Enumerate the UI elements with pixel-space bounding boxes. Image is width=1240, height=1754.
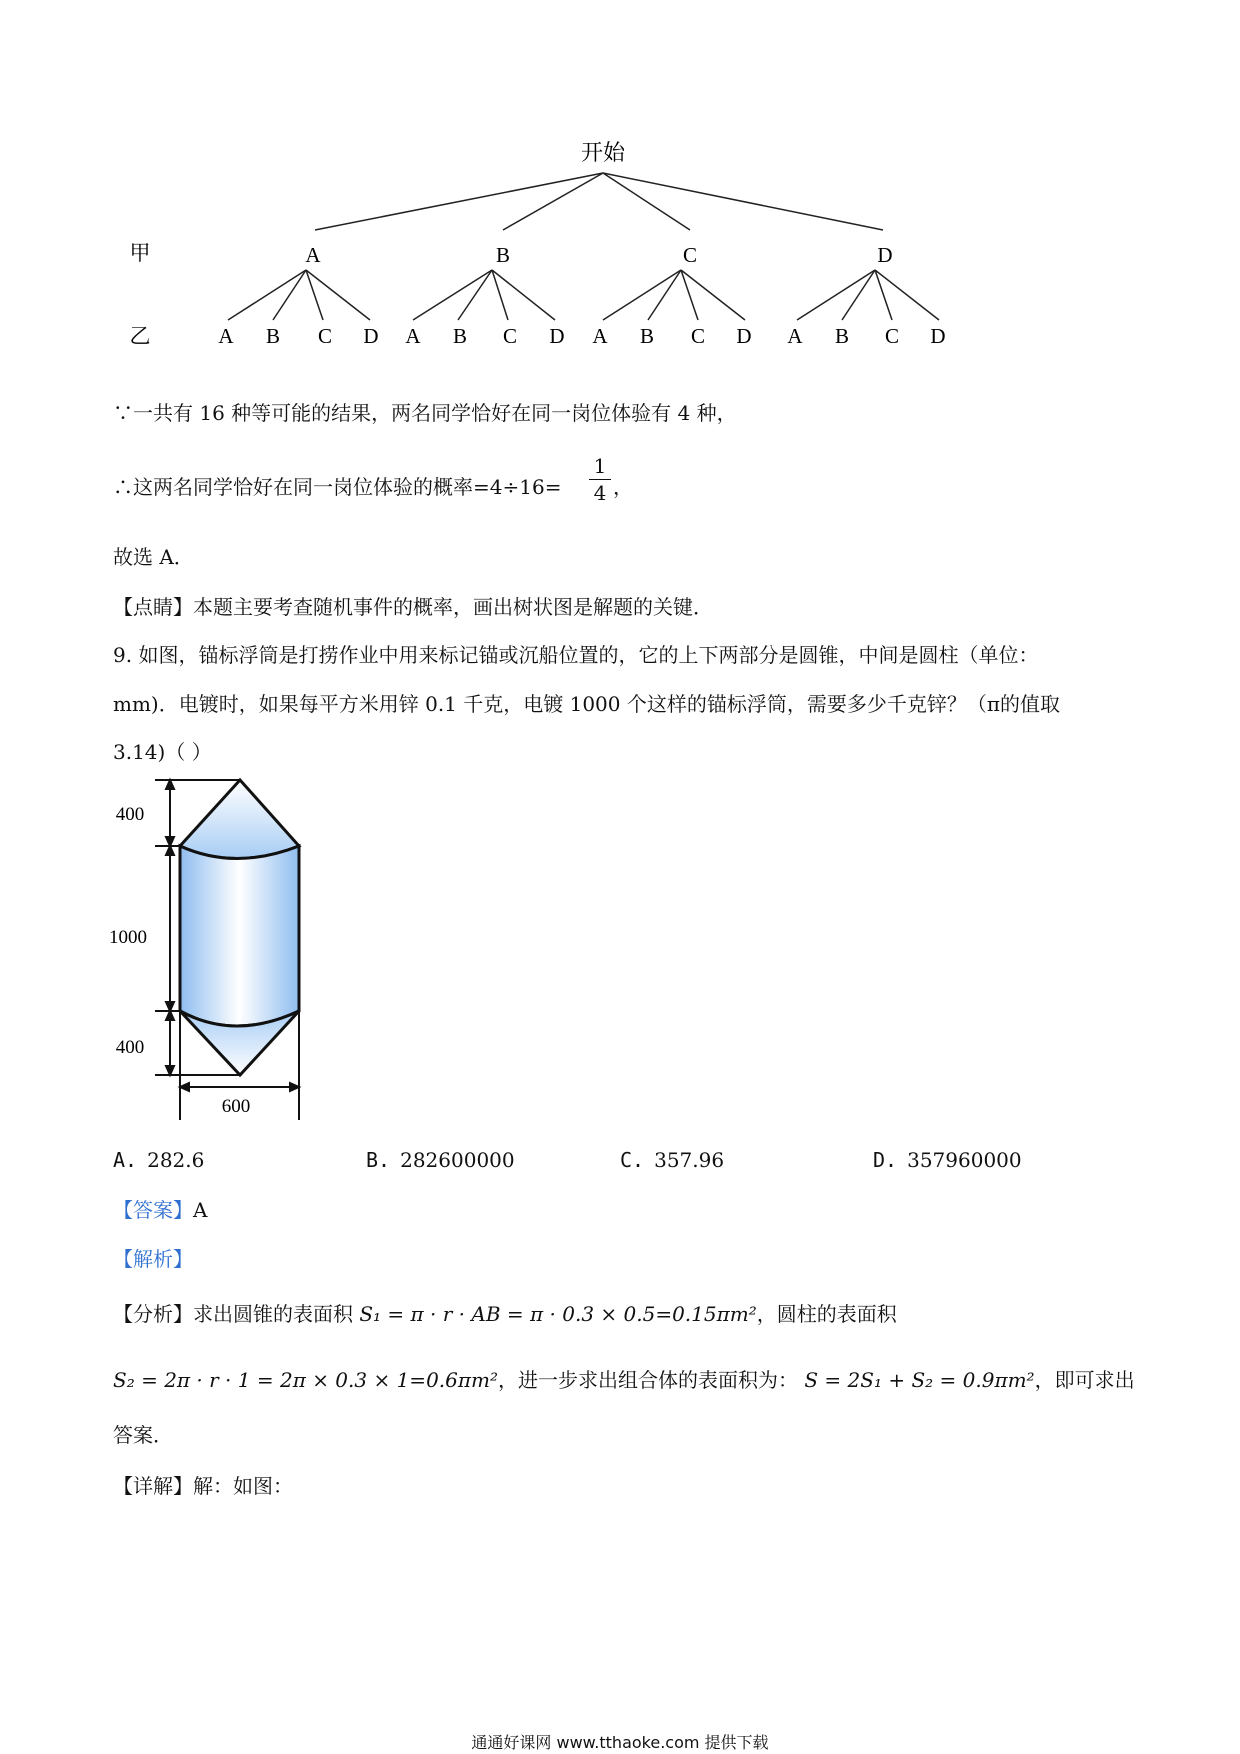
tree-diagram (0, 0, 1240, 360)
tree-level2-leaf: C (317, 324, 333, 348)
tree-level1-node: B (495, 243, 511, 267)
fenxi-line-1: 【分析】求出圆锥的表面积 S₁ = π · r · AB = π · 0.3 × 0.5=0.15πm²，圆柱的表面积 (113, 1302, 897, 1326)
tree-level2-leaf: C (884, 324, 900, 348)
detail-label: 【详解】 (113, 1474, 193, 1498)
tip-label: 【点睛】 (113, 595, 193, 619)
answer-label: 【答案】 (113, 1198, 193, 1222)
option-d: D. 357960000 (873, 1148, 1022, 1172)
tree-level2-leaf: A (592, 324, 608, 348)
question-line-2: mm)．电镀时，如果每平方米用锌 0.1 千克，电镀 1000 个这样的锚标浮筒，需要多少千克锌？（π的值取 (113, 692, 1061, 716)
page-footer: 通通好课网 www.tthaoke.com 提供下载 (471, 1733, 769, 1752)
fenxi-line-2: S₂ = 2π · r · 1 = 2π × 0.3 × 1=0.6πm²，进一步求出组合体的表面积为： S = 2S₁ + S₂ = 0.9πm²，即可求出 (113, 1368, 1135, 1392)
answer-line (113, 1198, 207, 1222)
tree-level2-leaf: C (502, 324, 518, 348)
choose-line: 故选 A． (113, 545, 194, 569)
tree-level2-leaf: C (690, 324, 706, 348)
tip-line (113, 595, 713, 619)
fenxi-line-3: 答案． (113, 1423, 173, 1447)
analysis-label: 【解析】 (113, 1247, 193, 1271)
tree-level2-leaf: B (452, 324, 468, 348)
fraction-denominator: 4 (593, 481, 607, 505)
tree-level2-leaf: A (787, 324, 803, 348)
option-b: B. 282600000 (366, 1148, 515, 1172)
dim-top-cone-height: 400 (115, 804, 145, 825)
cylinder (180, 846, 299, 1026)
level1-label: 甲 (129, 241, 151, 265)
top-cone (180, 780, 299, 859)
tip-text: 本题主要考查随机事件的概率，画出树状图是解题的关键． (193, 595, 713, 619)
tree-level1-node: C (682, 243, 698, 267)
tree-level2-leaf: B (639, 324, 655, 348)
dim-diameter: 600 (221, 1096, 251, 1117)
question-line-1: 9. 如图，锚标浮筒是打捞作业中用来标记锚或沉船位置的，它的上下两部分是圆锥，中间是圆柱（单位： (113, 643, 1039, 667)
fenxi-label: 【分析】 (113, 1302, 193, 1326)
tree-level2-leaf: A (218, 324, 234, 348)
question-line-3: 3.14)（ ） (113, 740, 212, 764)
tree-level2-leaf: D (736, 324, 752, 348)
fraction-one-quarter (589, 455, 611, 504)
tree-level2-leaf: D (549, 324, 565, 348)
detail-line: 【详解】解：如图： (113, 1474, 293, 1498)
tree-level1-node: D (877, 243, 893, 267)
buoy-figure (100, 775, 320, 1135)
therefore-suffix: ， (613, 475, 633, 499)
fraction-numerator: 1 (593, 454, 607, 478)
tree-root: 开始 (580, 140, 626, 165)
level2-label: 乙 (129, 324, 151, 348)
tree-level2-leaf: A (405, 324, 421, 348)
tree-level2-leaf: D (363, 324, 379, 348)
tree-level2-leaf: B (265, 324, 281, 348)
tree-branches (228, 173, 939, 320)
equation-cylinder-area: S₂ = 2π · r · 1 = 2π × 0.3 × 1=0.6πm² (113, 1368, 498, 1392)
tree-level2-leaf: B (834, 324, 850, 348)
option-a: A. 282.6 (113, 1148, 205, 1172)
equation-total-area: S = 2S₁ + S₂ = 0.9πm² (804, 1368, 1035, 1392)
dim-cylinder-height: 1000 (109, 927, 147, 948)
option-c: C. 357.96 (620, 1148, 725, 1172)
tree-level1-node: A (305, 243, 321, 267)
equation-cone-area: S₁ = π · r · AB = π · 0.3 × 0.5=0.15πm² (359, 1302, 757, 1326)
because-line: ∵一共有 16 种等可能的结果，两名同学恰好在同一岗位体验有 4 种， (113, 401, 737, 425)
dim-bottom-cone-height: 400 (115, 1037, 145, 1058)
answer-value: A (193, 1198, 208, 1222)
therefore-prefix: ∴这两名同学恰好在同一岗位体验的概率=4÷16= (113, 475, 562, 499)
therefore-line (113, 475, 561, 499)
tree-level2-leaf: D (930, 324, 946, 348)
